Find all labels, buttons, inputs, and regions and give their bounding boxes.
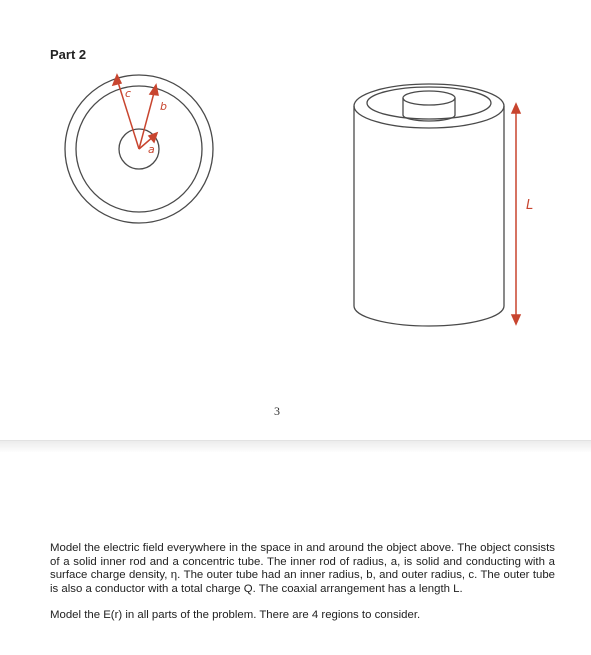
part-heading: Part 2	[50, 47, 87, 62]
problem-statement	[50, 542, 555, 636]
cylinder-body	[354, 106, 504, 326]
length-label: L	[526, 198, 534, 213]
radius-c-label: c	[125, 87, 132, 100]
length-arrow	[512, 104, 520, 324]
radius-a-label: a	[148, 143, 155, 156]
problem-paragraph-2: Model the E(r) in all parts of the problem. There are 4 regions to consider.	[50, 609, 421, 622]
cylinder-view	[354, 84, 504, 326]
radius-a-arrowhead	[149, 133, 157, 142]
rod-top	[403, 91, 455, 105]
length-arrow-bottom-head	[512, 315, 520, 324]
radius-b-label: b	[160, 100, 167, 113]
radius-c-arrowhead	[113, 75, 121, 85]
page-number: 3	[274, 404, 280, 418]
problem-paragraph-1: Model the electric field everywhere in the space in and around the object above. The object consists of a solid inner rod and a concentric tube. The inner rod of radius, a, is solid and conducting with a surface charge density, η. The outer tube had an inner radius, b, and outer radius, c. The outer tube is also a conductor with a total charge Q. The coaxial arrangement has a length L.	[50, 542, 555, 595]
rod-top-body	[403, 98, 455, 121]
cylinder-top-inner	[367, 87, 491, 119]
length-arrow-top-head	[512, 104, 520, 113]
radius-b-arrowhead	[150, 85, 158, 95]
